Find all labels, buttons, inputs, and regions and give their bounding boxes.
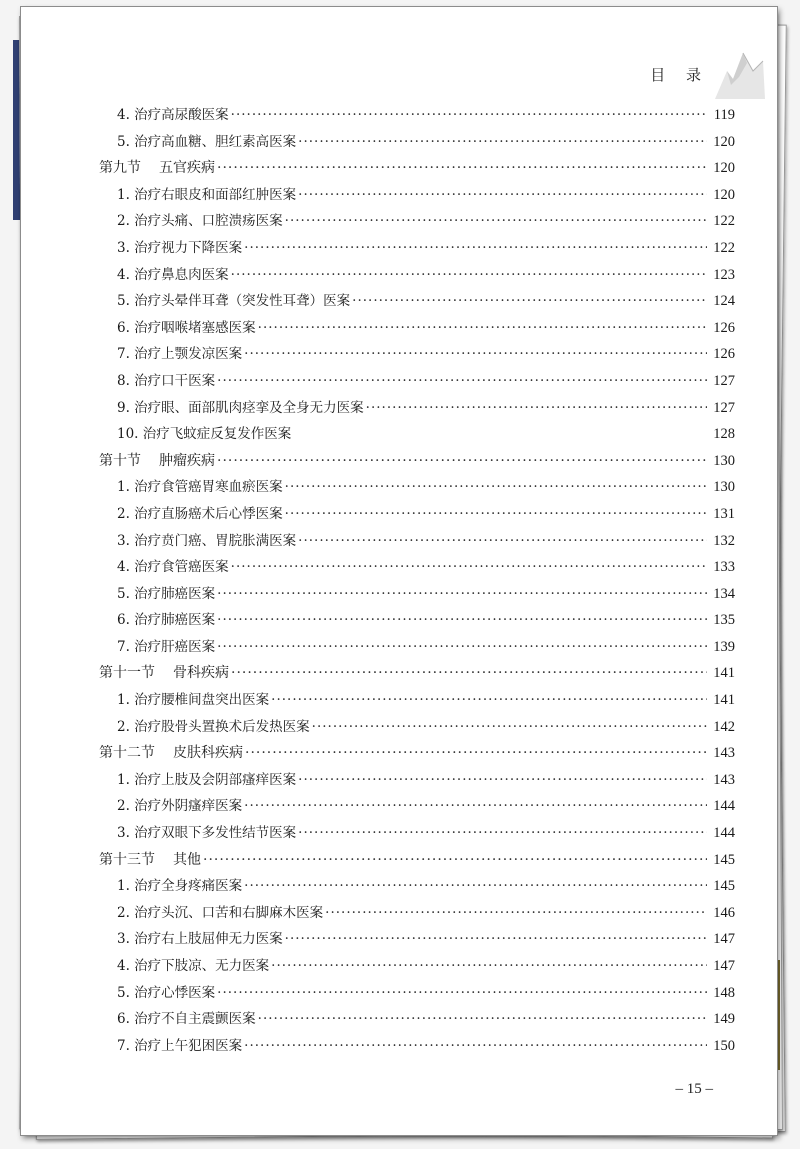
toc-item-title: 1. 治疗食管癌胃寒血瘀医案 — [117, 479, 283, 496]
leader-dots — [285, 208, 708, 235]
toc-item-row[interactable] — [99, 235, 735, 262]
toc-page-number: 126 — [713, 346, 735, 363]
toc-item-row[interactable] — [99, 581, 735, 608]
toc-item-row[interactable] — [99, 873, 735, 900]
table-of-contents — [99, 102, 735, 1059]
toc-page-number: 123 — [713, 266, 735, 283]
toc-item-title: 6. 治疗肺癌医案 — [117, 612, 216, 629]
toc-item-row[interactable] — [99, 714, 735, 741]
toc-page-number: 144 — [713, 798, 735, 815]
leader-dots — [217, 980, 707, 1007]
toc-page-number: 141 — [713, 665, 735, 682]
toc-item-title: 2. 治疗头痛、口腔溃疡医案 — [117, 213, 283, 230]
leader-dots — [258, 1006, 708, 1033]
toc-section-row[interactable] — [99, 740, 735, 767]
toc-section-title: 五官疾病 — [159, 160, 215, 177]
leader-dots — [245, 740, 707, 767]
leader-dots — [298, 182, 707, 209]
toc-page-number: 134 — [713, 585, 735, 602]
toc-page-number: 131 — [713, 505, 735, 522]
toc-section-title: 肿瘤疾病 — [159, 452, 215, 469]
leader-dots — [271, 687, 707, 714]
toc-item-row[interactable] — [99, 607, 735, 634]
toc-page-number: 126 — [713, 319, 735, 336]
page-header-title: 目 录 — [650, 66, 709, 84]
toc-item-row[interactable] — [99, 953, 735, 980]
toc-page-number: 145 — [713, 851, 735, 868]
toc-item-row[interactable] — [99, 1006, 735, 1033]
toc-item-row[interactable] — [99, 262, 735, 289]
toc-item-title: 8. 治疗口干医案 — [117, 372, 216, 389]
toc-item-title: 2. 治疗股骨头置换术后发热医案 — [117, 718, 310, 735]
toc-page-number: 143 — [713, 745, 735, 762]
toc-section-heading — [99, 740, 243, 767]
leader-dots — [312, 714, 708, 741]
toc-page-number: 122 — [713, 213, 735, 230]
leader-dots — [217, 368, 707, 395]
toc-item-row[interactable] — [99, 926, 735, 953]
toc-page-number: 141 — [713, 692, 735, 709]
toc-page-number: 124 — [713, 293, 735, 310]
leader-dots — [325, 900, 707, 927]
toc-page-number: 120 — [713, 133, 735, 150]
toc-section-title: 骨科疾病 — [173, 665, 229, 682]
toc-page-number: 149 — [713, 1011, 735, 1028]
leader-dots — [298, 129, 707, 156]
toc-page-number: 147 — [713, 931, 735, 948]
toc-section-label: 第九节 — [99, 160, 141, 177]
toc-item-row[interactable] — [99, 288, 735, 315]
toc-section-title: 其他 — [173, 851, 201, 868]
page-number: – 15 – — [675, 1081, 713, 1097]
toc-section-title: 皮肤科疾病 — [173, 745, 243, 762]
toc-section-label: 第十三节 — [99, 851, 155, 868]
toc-page-number: 150 — [713, 1037, 735, 1054]
toc-page-number: 144 — [713, 825, 735, 842]
leader-dots — [298, 820, 707, 847]
toc-item-title: 10. 治疗飞蚊症反复发作医案 — [117, 426, 292, 443]
leader-dots — [285, 501, 708, 528]
leader-dots — [217, 607, 707, 634]
toc-page — [20, 6, 778, 1136]
leader-dots — [244, 341, 707, 368]
leader-dots — [203, 847, 707, 874]
toc-page-number: 133 — [713, 559, 735, 576]
toc-page-number: 132 — [713, 532, 735, 549]
leader-dots — [217, 448, 707, 475]
toc-item-row[interactable] — [99, 395, 735, 422]
leader-dots — [244, 235, 707, 262]
toc-page-number: 143 — [713, 771, 735, 788]
toc-item-title: 3. 治疗双眼下多发性结节医案 — [117, 825, 297, 842]
toc-item-row[interactable] — [99, 793, 735, 820]
toc-section-label: 第十二节 — [99, 745, 155, 762]
leader-dots — [352, 288, 707, 315]
toc-page-number: 130 — [713, 452, 735, 469]
leader-dots — [231, 660, 707, 687]
toc-item-row[interactable] — [99, 634, 735, 661]
toc-item-title: 5. 治疗心悸医案 — [117, 984, 216, 1001]
toc-item-row[interactable] — [99, 315, 735, 342]
toc-item-row[interactable] — [99, 687, 735, 714]
leader-dots — [231, 262, 708, 289]
toc-item-title: 4. 治疗高尿酸医案 — [117, 107, 229, 123]
toc-section-heading — [99, 448, 215, 475]
leader-dots — [271, 953, 707, 980]
toc-item-title: 7. 治疗肝癌医案 — [117, 638, 216, 655]
toc-item-row[interactable] — [99, 102, 735, 129]
toc-section-row[interactable] — [99, 448, 735, 475]
toc-section-heading — [99, 660, 229, 687]
toc-item-row[interactable] — [99, 341, 735, 368]
toc-section-heading — [99, 155, 215, 182]
toc-page-number: 135 — [713, 612, 735, 629]
toc-page-number: 142 — [713, 718, 735, 735]
leader-dots — [244, 1033, 707, 1060]
toc-item-title: 1. 治疗全身疼痛医案 — [117, 878, 243, 895]
toc-page-number: 139 — [713, 638, 735, 655]
toc-item-title: 5. 治疗高血糖、胆红素高医案 — [117, 133, 297, 150]
toc-page-number: 128 — [713, 426, 735, 443]
toc-item-title: 3. 治疗贲门癌、胃脘胀满医案 — [117, 532, 297, 549]
leader-dots — [217, 581, 707, 608]
leader-dots — [217, 155, 707, 182]
leader-dots — [285, 926, 708, 953]
leader-dots — [298, 767, 707, 794]
toc-item-row[interactable] — [99, 474, 735, 501]
toc-item-title: 2. 治疗外阴瘙痒医案 — [117, 798, 243, 815]
toc-page-number: 122 — [713, 239, 735, 256]
toc-page-number: 130 — [713, 479, 735, 496]
toc-item-title: 4. 治疗下肢凉、无力医案 — [117, 958, 270, 974]
toc-page-number: 147 — [713, 958, 735, 974]
toc-section-label: 第十节 — [99, 452, 141, 469]
toc-item-title: 7. 治疗上午犯困医案 — [117, 1037, 243, 1054]
toc-page-number: 145 — [713, 878, 735, 895]
leader-dots — [298, 528, 707, 555]
leader-dots — [231, 554, 708, 581]
toc-item-row[interactable] — [99, 900, 735, 927]
toc-page-number: 120 — [713, 186, 735, 203]
toc-item-title: 7. 治疗上颚发凉医案 — [117, 346, 243, 363]
toc-page-number: 146 — [713, 904, 735, 921]
toc-item-title: 3. 治疗右上肢屈伸无力医案 — [117, 931, 283, 948]
leader-dots — [217, 634, 707, 661]
toc-page-number: 127 — [713, 399, 735, 416]
toc-page-number: 127 — [713, 372, 735, 389]
toc-item-row[interactable] — [99, 421, 735, 448]
toc-item-row[interactable] — [99, 368, 735, 395]
leader-dots — [285, 474, 708, 501]
toc-item-row[interactable] — [99, 820, 735, 847]
toc-item-row[interactable] — [99, 767, 735, 794]
toc-item-row[interactable] — [99, 182, 735, 209]
toc-item-title: 3. 治疗视力下降医案 — [117, 239, 243, 256]
leader-dots — [244, 793, 707, 820]
toc-item-title: 2. 治疗直肠癌术后心悸医案 — [117, 505, 283, 522]
toc-section-row[interactable] — [99, 847, 735, 874]
toc-item-title: 1. 治疗上肢及会阴部瘙痒医案 — [117, 771, 297, 788]
toc-item-title: 9. 治疗眼、面部肌肉痉挛及全身无力医案 — [117, 399, 364, 416]
toc-section-heading — [99, 847, 201, 874]
toc-item-row[interactable] — [99, 980, 735, 1007]
toc-page-number: 120 — [713, 160, 735, 177]
toc-item-row[interactable] — [99, 501, 735, 528]
leader-dots — [231, 102, 708, 129]
toc-item-title: 6. 治疗咽喉堵塞感医案 — [117, 319, 256, 336]
toc-item-title: 5. 治疗肺癌医案 — [117, 585, 216, 602]
toc-item-title: 2. 治疗头沉、口苦和右脚麻木医案 — [117, 904, 324, 921]
toc-item-row[interactable] — [99, 1033, 735, 1060]
toc-item-row[interactable] — [99, 129, 735, 156]
toc-section-label: 第十一节 — [99, 665, 155, 682]
leader-dots — [366, 395, 708, 422]
toc-section-row[interactable] — [99, 155, 735, 182]
toc-item-row[interactable] — [99, 208, 735, 235]
toc-item-title: 6. 治疗不自主震颤医案 — [117, 1011, 256, 1028]
toc-section-row[interactable] — [99, 660, 735, 687]
mountain-ink-decoration-icon — [713, 41, 765, 101]
toc-item-title: 4. 治疗食管癌医案 — [117, 559, 229, 576]
toc-item-row[interactable] — [99, 528, 735, 555]
toc-item-title: 1. 治疗右眼皮和面部红肿医案 — [117, 186, 297, 203]
toc-item-title: 1. 治疗腰椎间盘突出医案 — [117, 692, 270, 709]
toc-item-title: 5. 治疗头晕伴耳聋（突发性耳聋）医案 — [117, 293, 351, 310]
toc-item-row[interactable] — [99, 554, 735, 581]
toc-item-title: 4. 治疗鼻息肉医案 — [117, 266, 229, 283]
leader-dots — [244, 873, 707, 900]
toc-page-number: 119 — [713, 107, 735, 123]
toc-page-number: 148 — [713, 984, 735, 1001]
leader-dots — [258, 315, 708, 342]
